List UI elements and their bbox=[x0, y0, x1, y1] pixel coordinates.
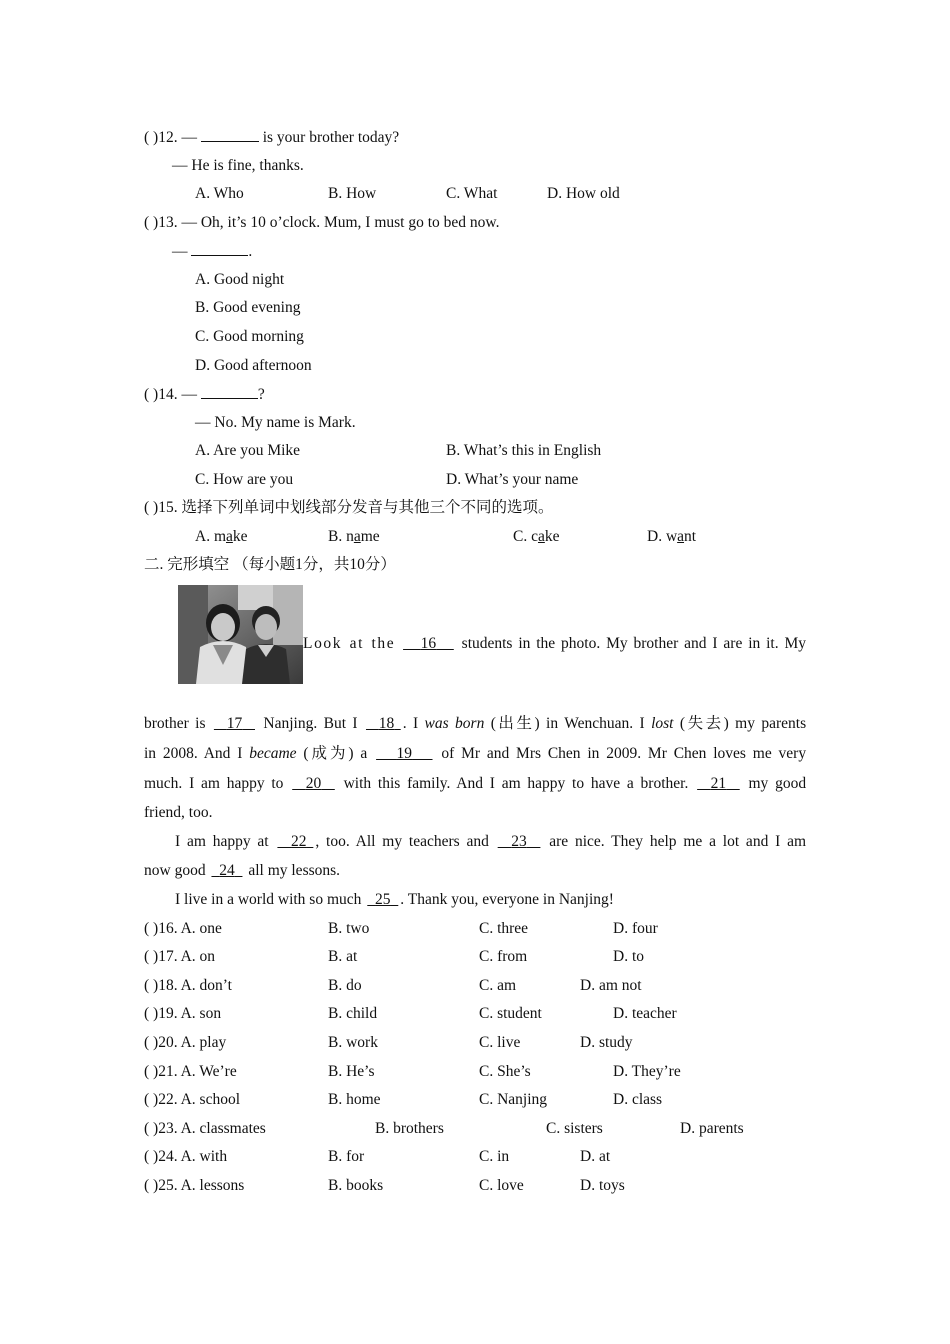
option-b: B. How bbox=[328, 185, 377, 202]
choice-row-16: ( )16. A. one B. two C. three D. four bbox=[144, 920, 658, 937]
option-c: C. What bbox=[446, 185, 498, 202]
question-14 bbox=[144, 383, 265, 405]
option-a: A. make bbox=[195, 528, 248, 545]
question-12 bbox=[144, 126, 399, 148]
question-14-reply: — No. My name is Mark. bbox=[195, 414, 356, 431]
passage-line-7: now good 24 all my lessons. bbox=[144, 862, 341, 879]
answer-blank bbox=[201, 383, 258, 399]
option-c: C. Good morning bbox=[195, 328, 304, 345]
section-title: 二. 完形填空 （每小题1分，共10分） bbox=[144, 556, 396, 573]
question-12-reply: — He is fine, thanks. bbox=[172, 157, 304, 174]
blank-20: 20 bbox=[305, 775, 322, 792]
blank-16: 16 bbox=[420, 635, 437, 652]
question-15-options bbox=[195, 526, 795, 548]
option-a: A. Good night bbox=[195, 271, 285, 288]
option-d: D. How old bbox=[547, 185, 620, 202]
question-13-reply bbox=[172, 240, 252, 262]
choice-row-22: ( )22. A. school B. home C. Nanjing D. class bbox=[144, 1091, 663, 1108]
option-a: A. Who bbox=[195, 185, 244, 202]
passage-line-8: I live in a world with so much 25 . Thank you, everyone in Nanjing! bbox=[175, 891, 614, 908]
answer-blank bbox=[201, 126, 259, 142]
blank-24: 24 bbox=[219, 862, 235, 879]
passage-line-1 bbox=[303, 633, 806, 655]
period: . bbox=[248, 243, 253, 260]
question-13: ( )13. — Oh, it’s 10 o’clock. Mum, I must go to bed now. bbox=[144, 214, 500, 231]
option-d: D. What’s your name bbox=[446, 471, 579, 488]
choice-row-23: ( )23. A. classmates B. brothers C. sisters D. parents bbox=[144, 1120, 744, 1137]
choice-row-18: ( )18. A. don’t B. do C. am D. am not bbox=[144, 977, 642, 994]
text: Look at the bbox=[303, 635, 396, 652]
blank-23: 23 bbox=[511, 833, 527, 850]
option-b: B. name bbox=[328, 528, 380, 545]
text: students in the photo. My brother and I are in it. My bbox=[461, 635, 807, 652]
option-b: B. What’s this in English bbox=[446, 442, 602, 459]
passage-line-6: I am happy at 22 , too. All my teachers and 23 are nice. They help me a lot and I am bbox=[175, 833, 807, 850]
question-14-prefix: ( )14. — bbox=[144, 386, 197, 403]
choice-row-17: ( )17. A. on B. at C. from D. to bbox=[144, 948, 644, 965]
choice-row-20: ( )20. A. play B. work C. live D. study bbox=[144, 1034, 633, 1051]
blank-17: 17 bbox=[226, 715, 243, 732]
passage-line-2: brother is 17 Nanjing. But I 18 . I was born (出生) in Wenchuan. I lost (失去) my parents bbox=[144, 715, 807, 732]
option-b: B. Good evening bbox=[195, 299, 301, 316]
question-14-options-row2 bbox=[195, 469, 755, 491]
choice-row-25: ( )25. A. lessons B. books C. love D. toys bbox=[144, 1177, 625, 1194]
passage-line-4: much. I am happy to 20 with this family. And I am happy to have a brother. 21 my good bbox=[144, 775, 807, 792]
blank-19: 19 bbox=[396, 745, 413, 762]
blank-25: 25 bbox=[375, 891, 391, 908]
choice-row-21: ( )21. A. We’re B. He’s C. She’s D. They’re bbox=[144, 1063, 681, 1080]
student-photo bbox=[178, 585, 303, 684]
question-15: ( )15. 选择下列单词中划线部分发音与其他三个不同的选项。 bbox=[144, 499, 554, 516]
option-c: C. cake bbox=[513, 528, 560, 545]
answer-blank bbox=[191, 240, 248, 256]
question-12-options bbox=[195, 183, 795, 205]
option-c: C. How are you bbox=[195, 471, 294, 488]
blank-21: 21 bbox=[710, 775, 727, 792]
question-12-stem: is your brother today? bbox=[262, 129, 400, 146]
choice-row-24: ( )24. A. with B. for C. in D. at bbox=[144, 1148, 611, 1165]
question-12-prefix: ( )12. — bbox=[144, 129, 197, 146]
question-mark: ? bbox=[257, 386, 265, 403]
question-14-options-row1 bbox=[195, 440, 755, 462]
option-d: D. want bbox=[647, 528, 697, 545]
choice-row-19: ( )19. A. son B. child C. student D. teacher bbox=[144, 1005, 677, 1022]
dash: — bbox=[172, 243, 188, 260]
option-a: A. Are you Mike bbox=[195, 442, 301, 459]
passage-line-3: in 2008. And I became (成为) a 19 of Mr and Mrs Chen in 2009. Mr Chen loves me very bbox=[144, 745, 807, 762]
passage-line-5: friend, too. bbox=[144, 804, 213, 821]
blank-22: 22 bbox=[291, 833, 307, 850]
option-d: D. Good afternoon bbox=[195, 357, 312, 374]
blank-18: 18 bbox=[378, 715, 395, 732]
